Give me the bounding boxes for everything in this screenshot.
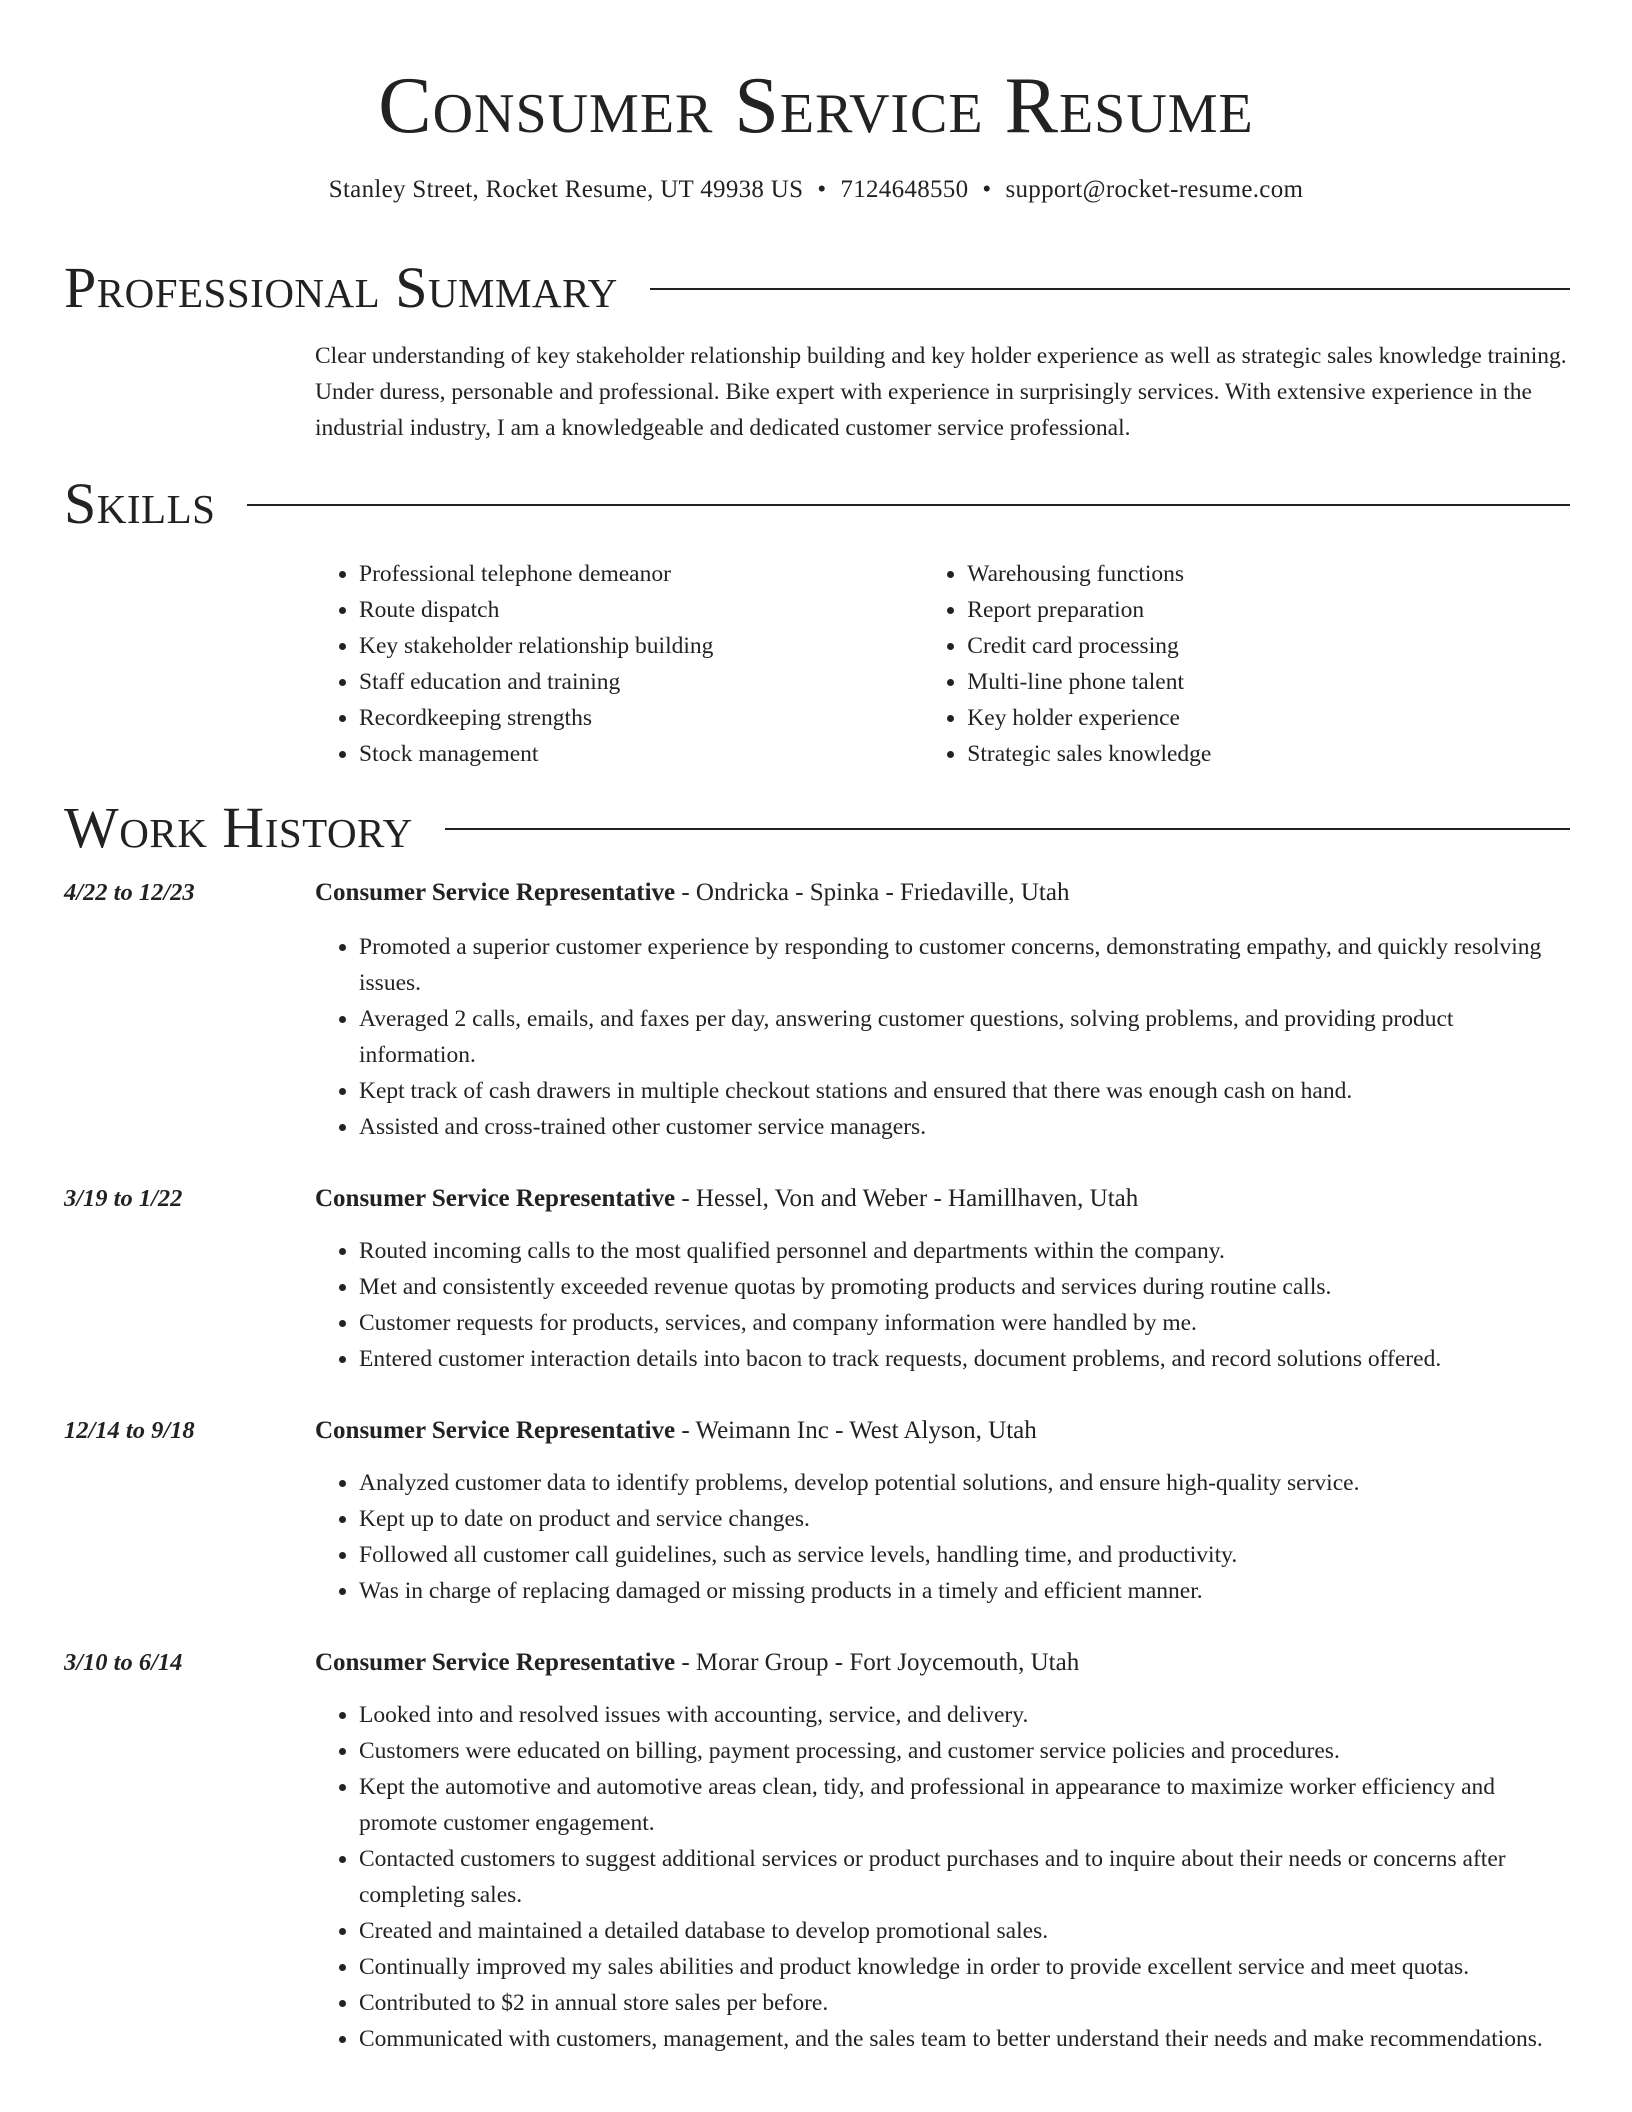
skill-item: • Staff education and training xyxy=(359,664,923,700)
job-employer-location: - Hessel, Von and Weber - Hamillhaven, Utah xyxy=(675,1185,1139,1212)
job-bullet: • Created and maintained a detailed database to develop promotional sales. xyxy=(359,1913,1575,1949)
job-bullet: • Entered customer interaction details into bacon to track requests, document problems, and record solutions offered. xyxy=(359,1341,1575,1377)
skill-item: • Key holder experience xyxy=(967,700,1575,736)
contact-separator: • xyxy=(982,176,992,203)
job-bullet: • Kept track of cash drawers in multiple checkout stations and ensured that there was enough cash on hand. xyxy=(359,1073,1575,1109)
section-divider xyxy=(445,828,1570,830)
job-heading xyxy=(315,1413,1576,1449)
skill-item: • Recordkeeping strengths xyxy=(359,700,923,736)
job-dates: 3/10 to 6/14 xyxy=(64,1649,183,1676)
contact-line xyxy=(0,173,1632,207)
job-bullet: • Met and consistently exceeded revenue quotas by promoting products and services during routine calls. xyxy=(359,1269,1575,1305)
summary-text: Clear understanding of key stakeholder relationship building and key holder experience as well as strategic sales knowledge training. Under duress, personable and professional. Bike expert with experience in surprisingly services. With extensive experience in the industrial industry, I am a knowledgeable and dedicated customer service professional. xyxy=(315,343,1567,441)
job-bullet: • Kept up to date on product and service changes. xyxy=(359,1501,1575,1537)
job-dates: 3/19 to 1/22 xyxy=(64,1185,183,1212)
job-employer-location: - Morar Group - Fort Joycemouth, Utah xyxy=(675,1649,1080,1676)
job-employer-location: - Weimann Inc - West Alyson, Utah xyxy=(675,1417,1037,1444)
skill-item: • Report preparation xyxy=(967,592,1575,628)
skill-item: • Multi-line phone talent xyxy=(967,664,1575,700)
section-header-skills xyxy=(64,469,1570,539)
job-bullet: • Customers were educated on billing, payment processing, and customer service policies and procedures. xyxy=(359,1733,1575,1769)
job-heading xyxy=(315,1181,1576,1217)
job-bullets xyxy=(315,929,1575,1145)
job-dates: 4/22 to 12/23 xyxy=(64,879,195,906)
job-employer-location: - Ondricka - Spinka - Friedaville, Utah xyxy=(675,879,1070,906)
job-bullet: • Averaged 2 calls, emails, and faxes per day, answering customer questions, solving problems, and providing product information. xyxy=(359,1001,1575,1073)
job-dates: 12/14 to 9/18 xyxy=(64,1417,195,1444)
skill-item: • Professional telephone demeanor xyxy=(359,556,923,592)
skill-item: • Key stakeholder relationship building xyxy=(359,628,923,664)
section-title-skills: Skills xyxy=(64,471,216,536)
job-bullet: • Customer requests for products, services, and company information were handled by me. xyxy=(359,1305,1575,1341)
job-bullet: • Promoted a superior customer experience by responding to customer concerns, demonstrating empathy, and quickly resolving issues. xyxy=(359,929,1575,1001)
contact-separator: • xyxy=(817,176,827,203)
section-title-summary: Professional Summary xyxy=(64,255,618,320)
job-title: Consumer Service Representative xyxy=(315,1185,676,1212)
skill-item: • Strategic sales knowledge xyxy=(967,736,1575,772)
skill-item: • Route dispatch xyxy=(359,592,923,628)
job-bullets xyxy=(315,1233,1575,1377)
skills-column-left xyxy=(315,556,923,772)
page-title: Consumer Service Resume xyxy=(378,62,1254,150)
section-header-summary xyxy=(64,253,1570,323)
job-bullet: • Kept the automotive and automotive areas clean, tidy, and professional in appearance to maximize worker efficiency and promote customer engagement. xyxy=(359,1769,1575,1841)
job-bullet: • Contributed to $2 in annual store sales per before. xyxy=(359,1985,1575,2021)
job-bullet: • Continually improved my sales abilities and product knowledge in order to provide excellent service and meet quotas. xyxy=(359,1949,1575,1985)
section-header-work-history xyxy=(64,793,1570,863)
job-bullet: • Contacted customers to suggest additional services or product purchases and to inquire about their needs or concerns after completing sales. xyxy=(359,1841,1575,1913)
contact-phone: 7124648550 xyxy=(840,176,969,203)
skill-item: • Credit card processing xyxy=(967,628,1575,664)
section-divider xyxy=(650,288,1570,290)
job-bullet: • Communicated with customers, management, and the sales team to better understand their needs and make recommendations. xyxy=(359,2021,1575,2057)
job-title: Consumer Service Representative xyxy=(315,1649,676,1676)
job-bullets xyxy=(315,1697,1575,2057)
section-title-work-history: Work History xyxy=(64,795,413,860)
skill-item: • Stock management xyxy=(359,736,923,772)
job-bullets xyxy=(315,1465,1575,1609)
job-heading xyxy=(315,1645,1576,1681)
contact-address: Stanley Street, Rocket Resume, UT 49938 US xyxy=(328,176,804,203)
job-bullet: • Assisted and cross-trained other customer service managers. xyxy=(359,1109,1575,1145)
skill-item: • Warehousing functions xyxy=(967,556,1575,592)
job-heading xyxy=(315,875,1576,911)
contact-email: support@rocket-resume.com xyxy=(1005,176,1304,203)
job-title: Consumer Service Representative xyxy=(315,879,676,906)
section-divider xyxy=(247,504,1570,506)
job-bullet: • Was in charge of replacing damaged or missing products in a timely and efficient manner. xyxy=(359,1573,1575,1609)
job-title: Consumer Service Representative xyxy=(315,1417,676,1444)
skills-list xyxy=(315,556,1575,772)
skills-column-right xyxy=(923,556,1575,772)
job-bullet: • Routed incoming calls to the most qualified personnel and departments within the company. xyxy=(359,1233,1575,1269)
job-bullet: • Looked into and resolved issues with accounting, service, and delivery. xyxy=(359,1697,1575,1733)
job-bullet: • Analyzed customer data to identify problems, develop potential solutions, and ensure high-quality service. xyxy=(359,1465,1575,1501)
job-bullet: • Followed all customer call guidelines, such as service levels, handling time, and productivity. xyxy=(359,1537,1575,1573)
